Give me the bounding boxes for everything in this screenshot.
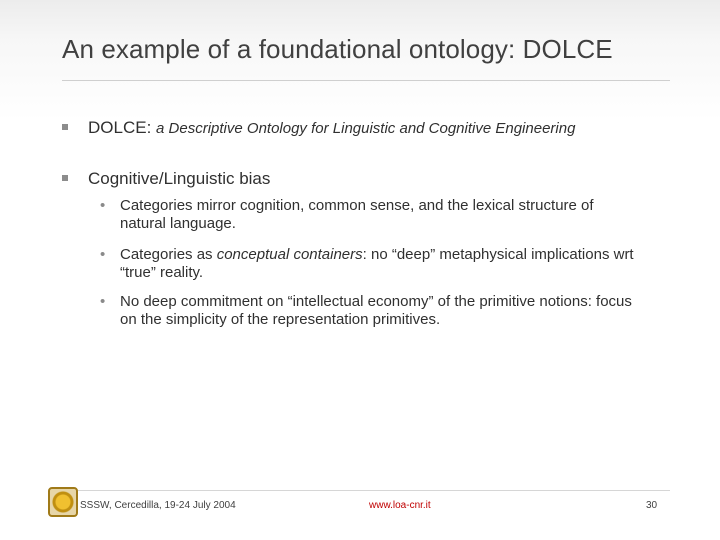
subbullet-text <box>120 246 640 282</box>
subbullet-post: : no “deep” metaphysical implications wrt “true” reality. <box>120 246 634 281</box>
subbullet-text: No deep commitment on “intellectual economy” of the primitive notions: focus on the simplicity of the representation primitives. <box>120 293 632 328</box>
footer-divider <box>62 490 670 491</box>
footer-link[interactable]: www.loa-cnr.it <box>369 500 431 511</box>
square-bullet-icon <box>62 124 68 130</box>
round-bullet-icon: • <box>100 293 106 310</box>
bullet-lead: DOLCE: <box>88 118 157 137</box>
slide-title: An example of a foundational ontology: DOLCE <box>62 34 613 64</box>
loa-logo-icon <box>48 487 78 517</box>
bullet-text <box>88 117 628 139</box>
round-bullet-icon: • <box>100 197 106 214</box>
round-bullet-icon: • <box>100 246 106 263</box>
subbullet-text: Categories mirror cognition, common sense, and the lexical structure of natural language. <box>120 197 594 232</box>
bullet-text: Cognitive/Linguistic bias <box>88 169 271 188</box>
page-number: 30 <box>646 500 658 511</box>
title-divider <box>62 80 670 81</box>
bullet-italic: a Descriptive Ontology for Linguistic and Cognitive Engineering <box>156 120 576 137</box>
footer-event: SSSW, Cercedilla, 19-24 July 2004 <box>80 500 236 511</box>
square-bullet-icon <box>62 175 68 181</box>
subbullet-italic: conceptual containers <box>216 246 363 263</box>
subbullet-pre: Categories as <box>120 246 217 263</box>
